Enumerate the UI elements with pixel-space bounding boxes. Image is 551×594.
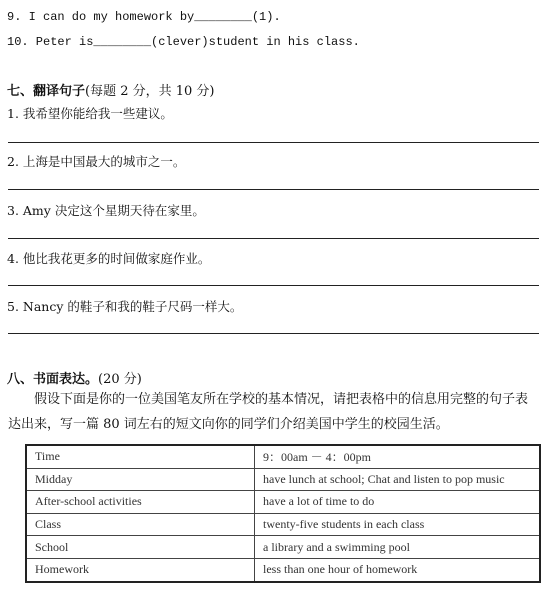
writing-heading [7,368,142,387]
table-row [26,491,540,514]
writing-score-note: (20 分) [98,372,142,387]
answer-line-5 [8,333,539,334]
answer-line-1 [8,142,539,143]
table-row [26,468,540,491]
translation-item-2: 2. 上海是中国最大的城市之一。 [7,154,186,169]
table-row [26,558,540,581]
school-info-table [25,444,541,583]
table-value-cell: less than one hour of homework [255,558,541,581]
table-value-cell: twenty-five students in each class [255,513,541,536]
table-row [26,513,540,536]
table-row [26,445,540,468]
question-9: 9. I can do my homework by________(1). [7,10,281,24]
writing-instructions: 假设下面是你的一位美国笔友所在学校的基本情况，请把表格中的信息用完整的句子表达出来，写一篇 80 词左右的短文向你的同学们介绍美国中学生的校园生活。 [8,392,529,432]
table-value-cell: have a lot of time to do [255,491,541,514]
table-label-cell: Class [26,513,255,536]
answer-line-3 [8,238,539,239]
table-label-cell: Homework [26,558,255,581]
table-value-cell: 9：00am － 4：00pm [255,445,541,468]
table-row [26,536,540,559]
table-value-cell: have lunch at school; Chat and listen to pop music [255,468,541,491]
table-value-cell: a library and a swimming pool [255,536,541,559]
table-label-cell: Time [26,445,255,468]
translation-item-5: 5. Nancy 的鞋子和我的鞋子尺码一样大。 [7,299,243,314]
translation-score-note: (每题 2 分，共 10 分) [85,84,215,99]
answer-line-2 [8,189,539,190]
translation-heading [7,80,215,99]
answer-line-4 [8,285,539,286]
writing-title: 八、书面表达。 [7,372,99,387]
table-label-cell: Midday [26,468,255,491]
translation-item-4: 4. 他比我花更多的时间做家庭作业。 [7,251,211,266]
translation-item-3: 3. Amy 决定这个星期天待在家里。 [7,203,205,218]
table-label-cell: After-school activities [26,491,255,514]
translation-item-1: 1. 我希望你能给我一些建议。 [7,106,173,121]
table-label-cell: School [26,536,255,559]
translation-title: 七、翻译句子 [7,84,86,99]
question-10: 10. Peter is________(clever)student in his class. [7,35,360,49]
